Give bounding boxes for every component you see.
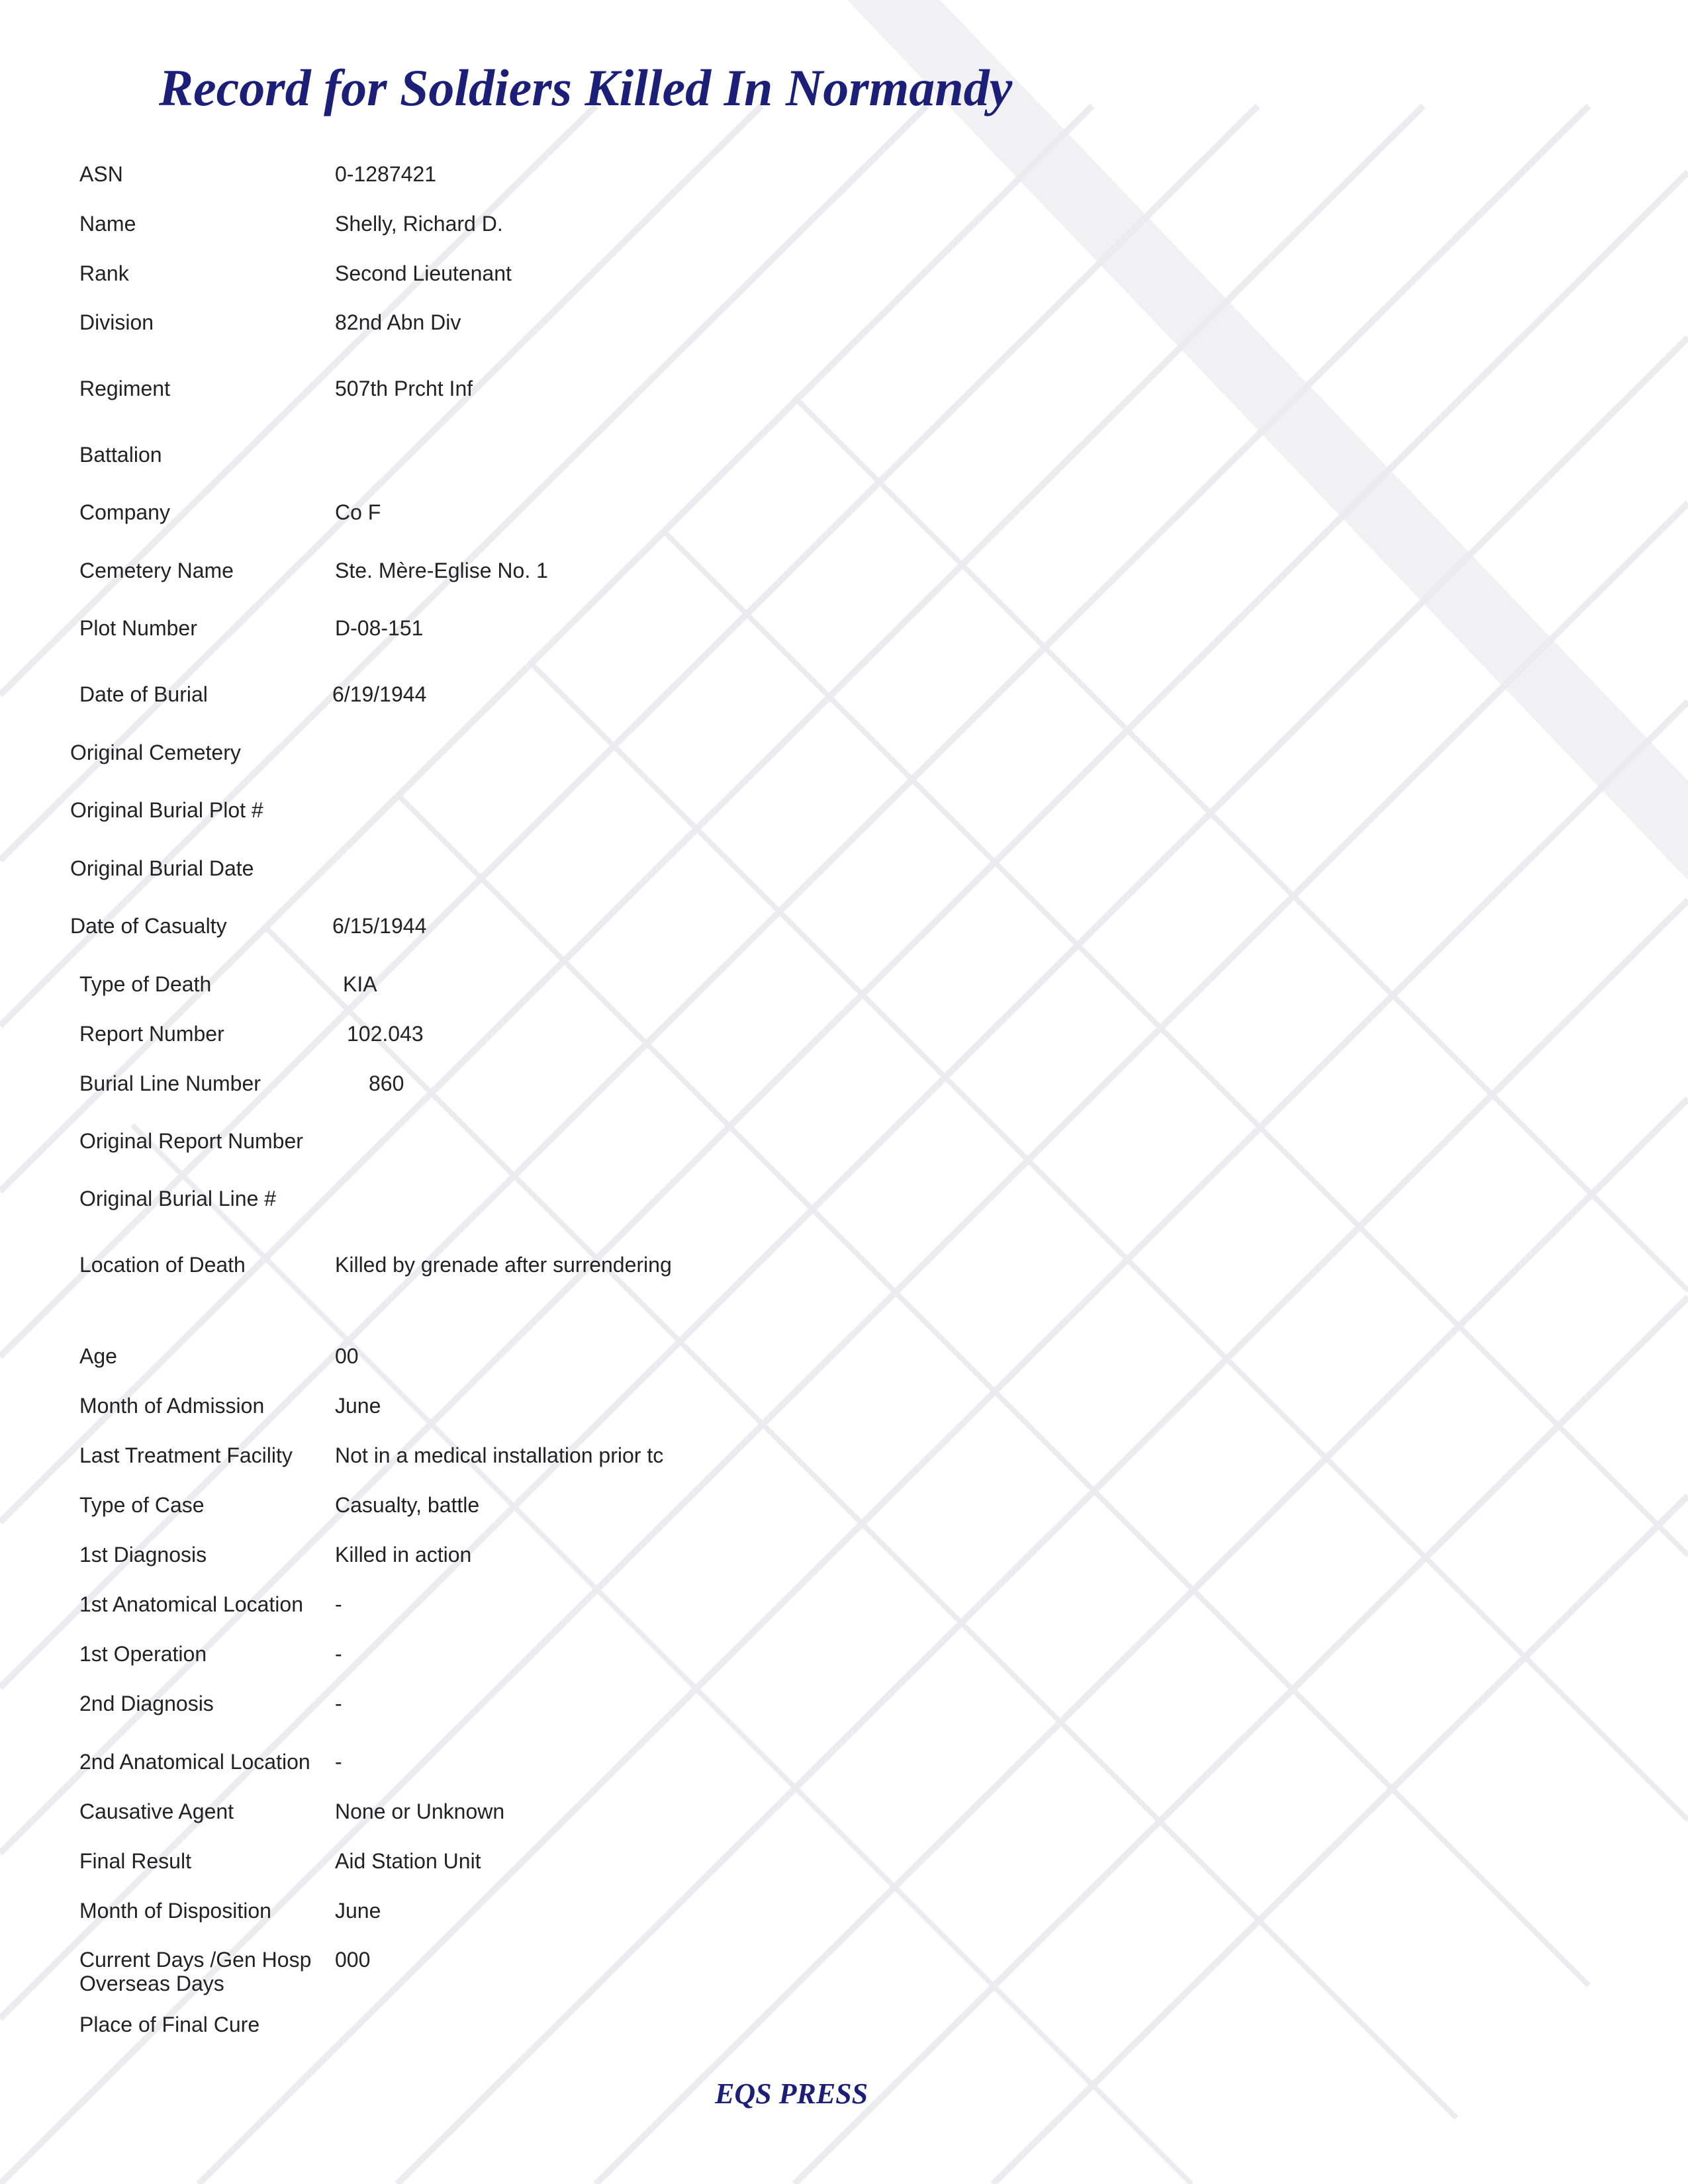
date-of-casualty-label: Date of Casualty — [70, 914, 227, 938]
type-of-case-value: Casualty, battle — [335, 1493, 480, 1517]
second-anatomical-location-label: 2nd Anatomical Location — [79, 1750, 310, 1774]
final-result-value: Aid Station Unit — [335, 1849, 481, 1873]
plot-number-label: Plot Number — [79, 616, 197, 640]
report-number-label: Report Number — [79, 1022, 224, 1046]
final-result-label: Final Result — [79, 1849, 191, 1873]
company-label: Company — [79, 500, 170, 524]
location-of-death-label: Location of Death — [79, 1253, 246, 1277]
original-burial-line-label: Original Burial Line # — [79, 1187, 277, 1210]
division-label: Division — [79, 310, 154, 334]
type-of-death-label: Type of Death — [79, 972, 212, 996]
month-of-admission-label: Month of Admission — [79, 1394, 265, 1418]
place-of-final-cure-label: Place of Final Cure — [79, 2013, 260, 2036]
first-operation-label: 1st Operation — [79, 1642, 207, 1666]
second-diagnosis-value: - — [335, 1692, 342, 1715]
type-of-case-label: Type of Case — [79, 1493, 205, 1517]
cemetery-name-value: Ste. Mère-Eglise No. 1 — [335, 559, 548, 582]
asn-label: ASN — [79, 162, 123, 186]
first-diagnosis-label: 1st Diagnosis — [79, 1543, 207, 1567]
battalion-label: Battalion — [79, 443, 162, 467]
date-of-burial-label: Date of Burial — [79, 682, 208, 706]
date-of-burial-value: 6/19/1944 — [332, 682, 427, 706]
burial-line-number-label: Burial Line Number — [79, 1071, 261, 1095]
causative-agent-value: None or Unknown — [335, 1799, 505, 1823]
month-of-disposition-label: Month of Disposition — [79, 1899, 271, 1923]
rank-label: Rank — [79, 261, 129, 285]
month-of-disposition-value: June — [335, 1899, 381, 1923]
last-treatment-facility-value: Not in a medical installation prior tc — [335, 1443, 664, 1467]
company-value: Co F — [335, 500, 381, 524]
original-report-number-label: Original Report Number — [79, 1129, 303, 1153]
cemetery-name-label: Cemetery Name — [79, 559, 234, 582]
age-value: 00 — [335, 1344, 359, 1368]
last-treatment-facility-label: Last Treatment Facility — [79, 1443, 293, 1467]
location-of-death-value: Killed by grenade after surrendering — [335, 1253, 672, 1277]
original-burial-date-label: Original Burial Date — [70, 856, 254, 880]
causative-agent-label: Causative Agent — [79, 1799, 234, 1823]
rank-value: Second Lieutenant — [335, 261, 512, 285]
regiment-label: Regiment — [79, 377, 170, 400]
first-anatomical-location-label: 1st Anatomical Location — [79, 1592, 303, 1616]
original-cemetery-label: Original Cemetery — [70, 741, 241, 764]
page-title: Record for Soldiers Killed In Normandy — [159, 59, 1013, 116]
original-burial-plot-label: Original Burial Plot # — [70, 798, 263, 822]
publisher-footer: EQS PRESS — [715, 2077, 868, 2110]
first-diagnosis-value: Killed in action — [335, 1543, 472, 1567]
name-value: Shelly, Richard D. — [335, 212, 503, 236]
overseas-days-label: Overseas Days — [79, 1972, 224, 1995]
date-of-casualty-value: 6/15/1944 — [332, 914, 427, 938]
plot-number-value: D-08-151 — [335, 616, 424, 640]
asn-value: 0-1287421 — [335, 162, 437, 186]
second-diagnosis-label: 2nd Diagnosis — [79, 1692, 214, 1715]
age-label: Age — [79, 1344, 117, 1368]
current-days-value: 000 — [335, 1948, 371, 1972]
division-value: 82nd Abn Div — [335, 310, 461, 334]
type-of-death-value: KIA — [343, 972, 377, 996]
second-anatomical-location-value: - — [335, 1750, 342, 1774]
first-anatomical-location-value: - — [335, 1592, 342, 1616]
regiment-value: 507th Prcht Inf — [335, 377, 473, 400]
current-days-label: Current Days /Gen Hosp — [79, 1948, 312, 1972]
report-number-value: 102.043 — [347, 1022, 424, 1046]
first-operation-value: - — [335, 1642, 342, 1666]
name-label: Name — [79, 212, 136, 236]
burial-line-number-value: 860 — [369, 1071, 404, 1095]
month-of-admission-value: June — [335, 1394, 381, 1418]
